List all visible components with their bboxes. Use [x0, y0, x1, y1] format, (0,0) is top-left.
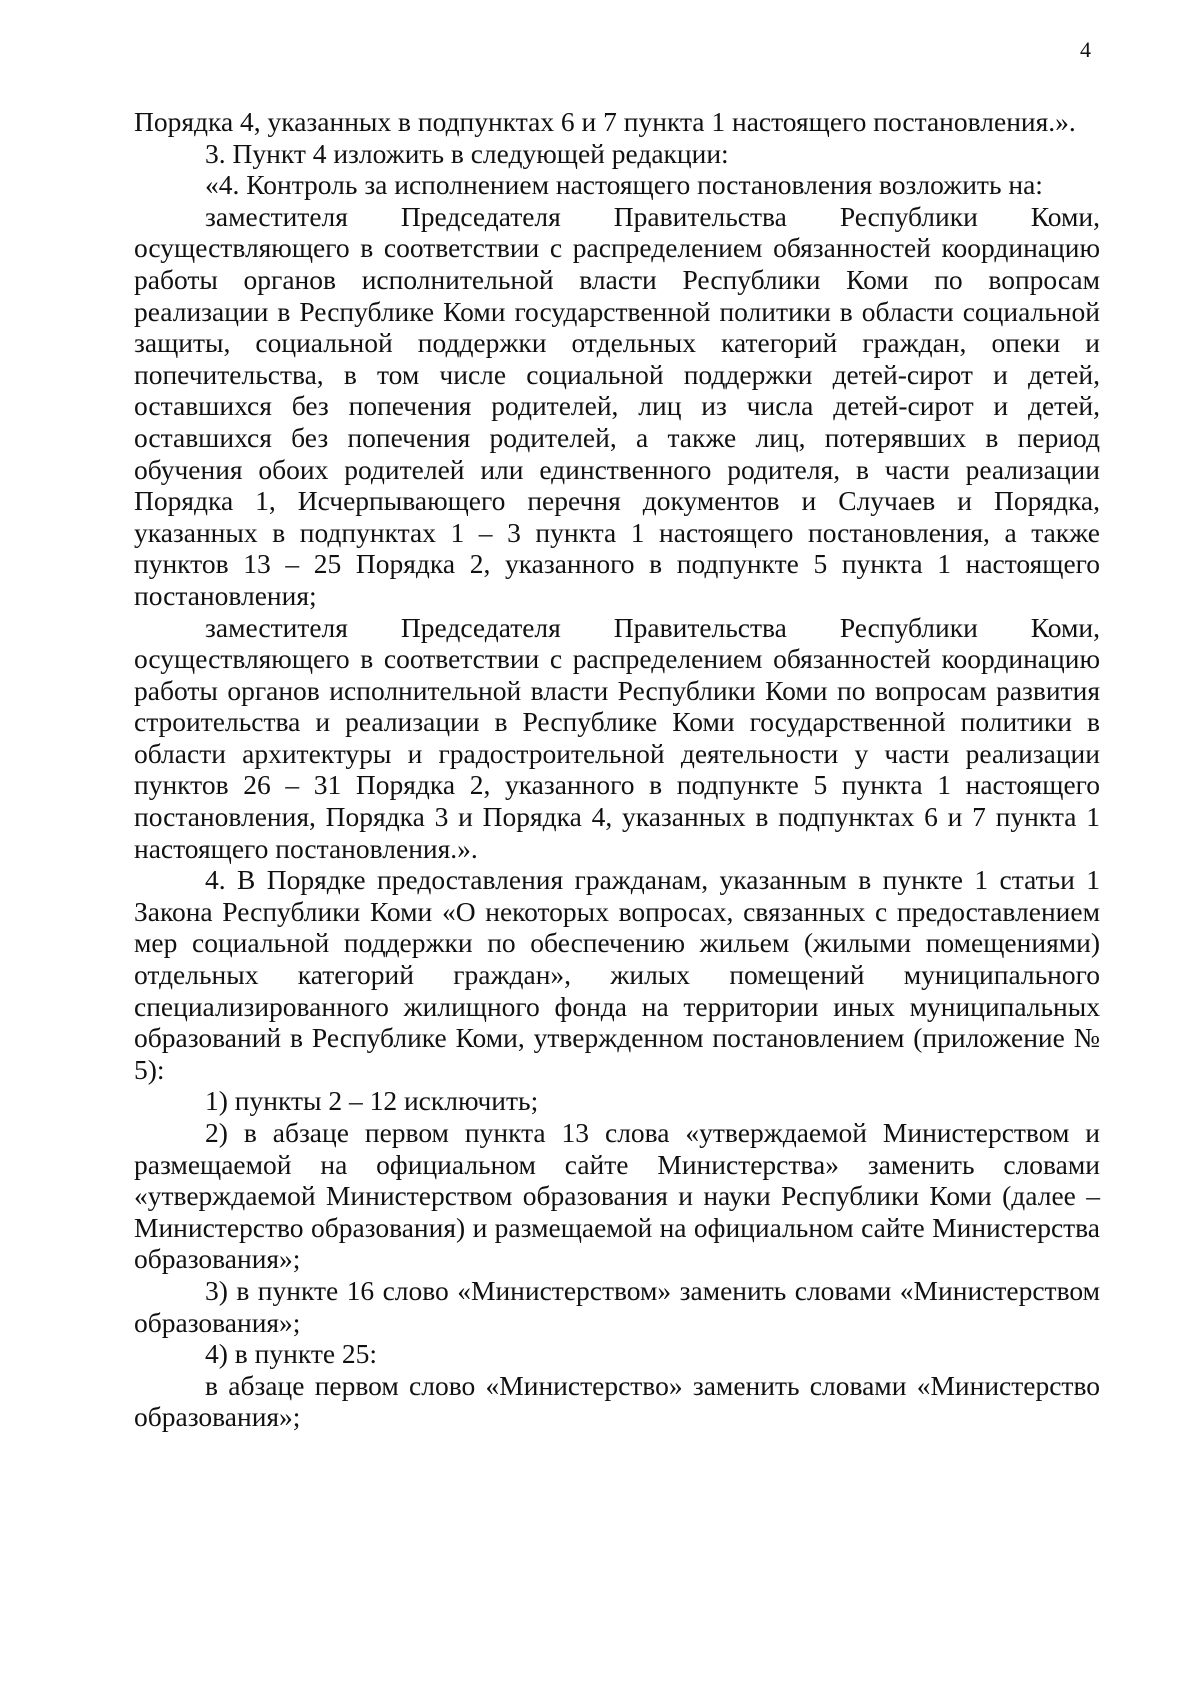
paragraph-subitem-2: 2) в абзаце первом пункта 13 слова «утверждаемой Министерством и размещаемой на официальном сайте Министерства» заменить словами «утверждаемой Министерством образования и науки Республики Коми (далее – Министерство образования) и размещаемой на официальном сайте Министерства образования»; — [134, 1117, 1100, 1275]
paragraph-subitem-4: 4) в пункте 25: — [205, 1338, 378, 1370]
page-number: 4 — [1080, 37, 1091, 62]
paragraph-clause-4: «4. Контроль за исполнением настоящего постановления возложить на: — [205, 169, 1043, 201]
document-body — [134, 106, 1100, 1433]
paragraph-subitem-4-abzats: в абзаце первом слово «Министерство» заменить словами «Министерство образования»; — [134, 1369, 1100, 1433]
paragraph-subitem-1: 1) пункты 2 – 12 исключить; — [205, 1085, 539, 1117]
paragraph-subitem-3: 3) в пункте 16 слово «Министерством» заменить словами «Министерством образования»; — [134, 1274, 1100, 1338]
paragraph-item-4: 4. В Порядке предоставления гражданам, указанным в пункте 1 статьи 1 Закона Республики Коми «О некоторых вопросах, связанных с предоставлением мер социальной поддержки по обеспечению жильем (жилыми помещениями) отдельных категорий граждан», жилых помещений муниципального специализированного жилищного фонда на территории иных муниципальных образований в Республике Коми, утвержденном постановлением (приложение № 5): — [134, 864, 1100, 1085]
paragraph-deputy-construction: заместителя Председателя Правительства Республики Коми, осуществляющего в соответствии с распределением обязанностей координацию работы органов исполнительной власти Республики Коми по вопросам развития строительства и реализации в Республике Коми государственной политики в области архитектуры и градостроительной деятельности у части реализации пунктов 26 – 31 Порядка 2, указанного в подпункте 5 пункта 1 настоящего постановления, Порядка 3 и Порядка 4, указанных в подпунктах 6 и 7 пункта 1 настоящего постановления.». — [134, 611, 1100, 864]
paragraph-continuation: Порядка 4, указанных в подпунктах 6 и 7 пункта 1 настоящего постановления.». — [134, 106, 1076, 137]
paragraph-item-3: 3. Пункт 4 изложить в следующей редакции: — [205, 137, 729, 169]
paragraph-deputy-social: заместителя Председателя Правительства Республики Коми, осуществляющего в соответствии с распределением обязанностей координацию работы органов исполнительной власти Республики Коми по вопросам реализации в Республике Коми государственной политики в области социальной защиты, социальной поддержки отдельных категорий граждан, опеки и попечительства, в том числе социальной поддержки детей-сирот и детей, оставшихся без попечения родителей, лиц из числа детей-сирот и детей, оставшихся без попечения родителей, а также лиц, потерявших в период обучения обоих родителей или единственного родителя, в части реализации Порядка 1, Исчерпывающего перечня документов и Случаев и Порядка, указанных в подпунктах 1 – 3 пункта 1 настоящего постановления, а также пунктов 13 – 25 Порядка 2, указанного в подпункте 5 пункта 1 настоящего постановления; — [134, 200, 1100, 611]
